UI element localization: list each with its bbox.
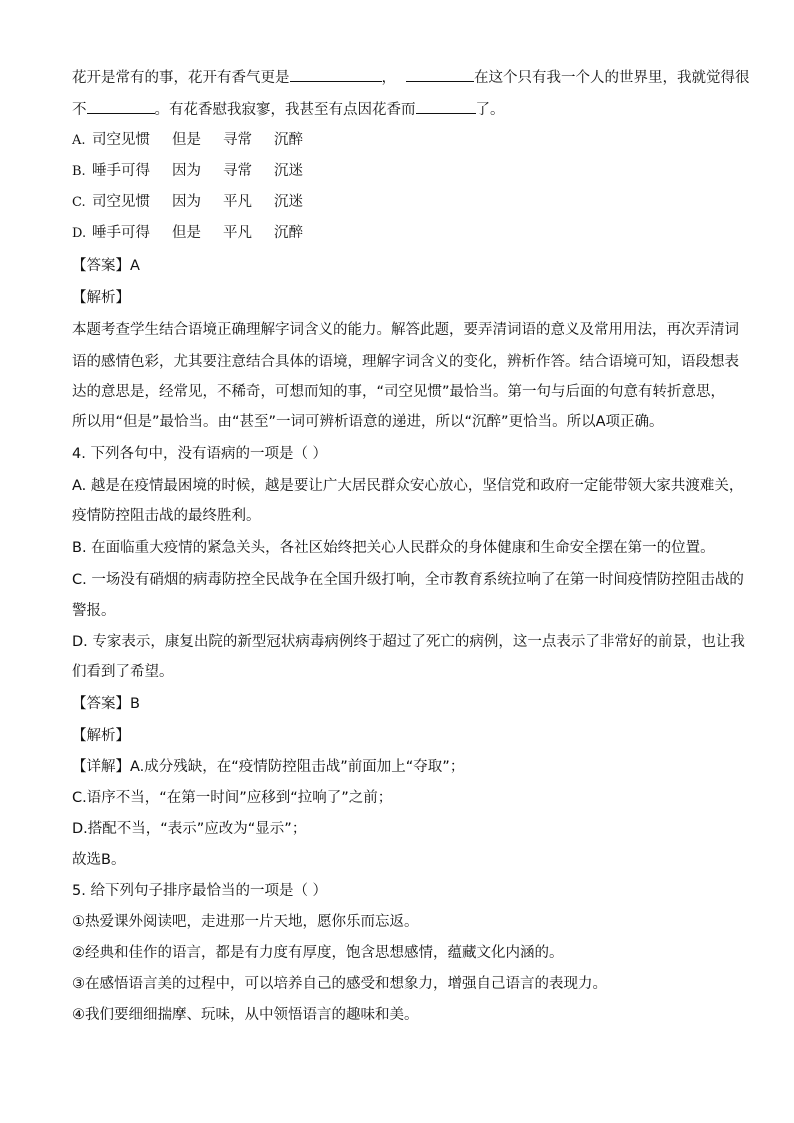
q3-stem-line-2 xyxy=(72,98,505,120)
q3-stem-part-6: 了。 xyxy=(475,102,505,118)
option-word: 平凡 xyxy=(223,194,252,210)
q4-analysis-label: 【解析】 xyxy=(72,728,130,744)
q4-detail-line: 故选B。 xyxy=(72,852,126,868)
q3-option-b xyxy=(72,161,325,182)
q4-detail-line: 【详解】A.成分残缺，在“疫情防控阻击战”前面加上“夺取”； xyxy=(72,759,465,775)
q3-stem-part-5: 。有花香慰我寂寥，我甚至有点因花香而 xyxy=(154,102,416,118)
q3-option-d xyxy=(72,223,325,244)
q3-blank-4 xyxy=(416,98,476,114)
option-word: 唾手可得 xyxy=(92,225,150,241)
q4-detail-line: C.语序不当，“在第一时间”应移到“拉响了”之前； xyxy=(72,790,393,806)
q4-answer: 【答案】B xyxy=(72,696,140,712)
q4-option-line: 疫情防控阻击战的最终胜利。 xyxy=(72,508,261,524)
q3-stem-part-3: 在这个只有我一个人的世界里，我就觉得很 xyxy=(474,70,750,86)
q4-option-line: A. 越是在疫情最困境的时候，越是要让广大居民群众安心放心，坚信党和政府一定能带领大家共渡难关， xyxy=(72,478,744,494)
q3-option-a xyxy=(72,130,325,151)
option-word: 沉醉 xyxy=(274,132,303,148)
q4-option-line: C. 一场没有硝烟的病毒防控全民战争在全国升级打响，全市教育系统拉响了在第一时间疫情防控阻击战的 xyxy=(72,572,744,588)
q4-stem: 4. 下列各句中，没有语病的一项是（ ） xyxy=(72,446,328,462)
q3-blank-3 xyxy=(87,98,155,114)
q4-option-line: D. 专家表示，康复出院的新型冠状病毒病例终于超过了死亡的病例，这一点表示了非常好的前景，也让我 xyxy=(72,634,745,650)
option-word: 但是 xyxy=(172,132,201,148)
option-word: 沉迷 xyxy=(274,163,303,179)
q3-analysis-line: 达的意思是，经常见，不稀奇，可想而知的事，“司空见惯”最恰当。第一句与后面的句意有转折意思， xyxy=(72,384,726,400)
q3-stem-part-2: ， xyxy=(381,70,396,86)
q3-stem-part-4: 不 xyxy=(72,102,87,118)
q5-sentence: ②经典和佳作的语言，都是有力度有厚度，饱含思想感情，蕴藏文化内涵的。 xyxy=(72,945,564,961)
q5-sentence: ③在感悟语言美的过程中，可以培养自己的感受和想象力，增强自己语言的表现力。 xyxy=(72,976,607,992)
option-word: 平凡 xyxy=(223,225,252,241)
q3-analysis-label: 【解析】 xyxy=(72,290,130,306)
option-word: 但是 xyxy=(172,225,201,241)
q5-sentence: ④我们要细细揣摩、玩味，从中领悟语言的趣味和美。 xyxy=(72,1007,419,1023)
option-word: 寻常 xyxy=(223,163,252,179)
q4-option-line: B. 在面临重大疫情的紧急关头，各社区始终把关心人民群众的身体健康和生命安全摆在第一的位置。 xyxy=(72,540,715,556)
option-word: 沉迷 xyxy=(274,194,303,210)
option-word: 寻常 xyxy=(223,132,252,148)
q5-sentence: ①热爱课外阅读吧，走进那一片天地，愿你乐而忘返。 xyxy=(72,914,419,930)
option-word: 沉醉 xyxy=(274,225,303,241)
option-key: D. xyxy=(72,226,87,241)
q3-blank-1 xyxy=(290,66,382,82)
option-word: 司空见惯 xyxy=(92,132,150,148)
q3-analysis-line: 本题考查学生结合语境正确理解字词含义的能力。解答此题，要弄清词语的意义及常用用法，再次弄清词 xyxy=(72,322,739,338)
q3-analysis-line: 所以用“但是”最恰当。由“甚至”一词可辨析语意的递进，所以“沉醉”更恰当。所以A项正确。 xyxy=(72,414,664,430)
q4-detail-line: D.搭配不当，“表示”应改为“显示”； xyxy=(72,821,307,837)
q3-answer: 【答案】A xyxy=(72,258,140,274)
q3-stem-line-1 xyxy=(72,66,750,88)
q5-stem: 5. 给下列句子排序最恰当的一项是（ ） xyxy=(72,883,328,899)
option-key: C. xyxy=(72,195,86,210)
q3-blank-2 xyxy=(406,66,474,82)
option-word: 唾手可得 xyxy=(92,163,150,179)
option-key: A. xyxy=(72,133,86,148)
option-word: 司空见惯 xyxy=(92,194,150,210)
q3-option-c xyxy=(72,192,325,213)
q4-option-line: 警报。 xyxy=(72,603,116,619)
q4-option-line: 们看到了希望。 xyxy=(72,664,174,680)
q3-stem-part-1: 花开是常有的事，花开有香气更是 xyxy=(72,70,290,86)
q3-analysis-line: 语的感情色彩，尤其要注意结合具体的语境，理解字词含义的变化，辨析作答。结合语境可知，语段想表 xyxy=(72,354,739,370)
option-word: 因为 xyxy=(172,194,201,210)
option-key: B. xyxy=(72,164,86,179)
option-word: 因为 xyxy=(172,163,201,179)
